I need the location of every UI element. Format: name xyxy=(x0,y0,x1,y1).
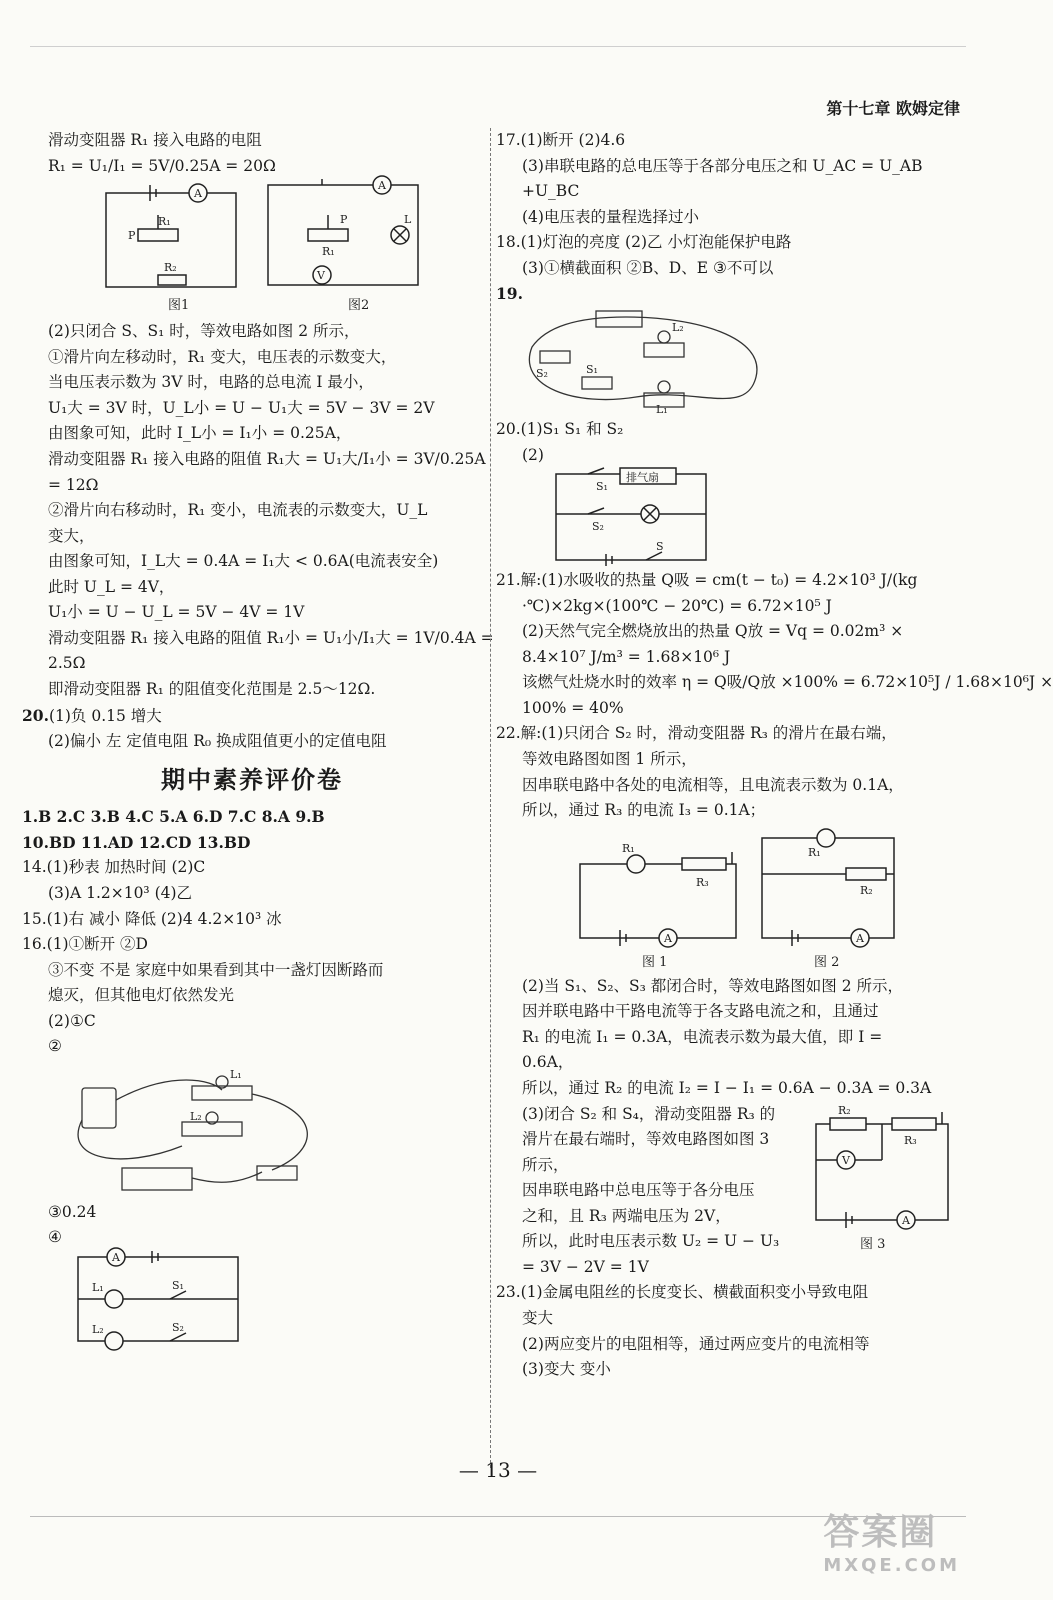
svg-text:S₁: S₁ xyxy=(172,1279,184,1293)
answer-line: (2)天然气完全燃烧放出的热量 Q放 = Vq = 0.02m³ × xyxy=(522,622,904,641)
circuit-figures-1-2 xyxy=(22,179,462,319)
text-line: 变大， xyxy=(48,526,95,545)
answer-line: (3)变大 变小 xyxy=(522,1360,611,1379)
svg-text:S₂: S₂ xyxy=(536,366,548,380)
answer-line: R₁ 的电流 I₁ = 0.3A，电流表示数为最大值，即 I = xyxy=(522,1027,883,1046)
circuit-diagram-q16-4 xyxy=(22,1251,462,1347)
svg-text:L₁: L₁ xyxy=(656,402,668,416)
text-line: 滑动变阻器 R₁ 接入电路的电阻 xyxy=(48,131,262,149)
text-line: 当电压表示数为 3V 时，电路的总电流 I 最小， xyxy=(48,373,374,392)
answer-line: 0.6A， xyxy=(522,1053,574,1072)
circuit-photo-q19 xyxy=(496,307,966,417)
text-line: ②滑片向右移动时，R₁ 变小，电流表的示数变大，U_L xyxy=(48,501,428,520)
svg-text:P: P xyxy=(340,213,348,227)
svg-text:R₃: R₃ xyxy=(696,875,709,889)
answer-line: 22.解:(1)只闭合 S₂ 时，滑动变阻器 R₃ 的滑片在最右端， xyxy=(496,724,897,743)
text-line: 此时 U_L = 4V， xyxy=(48,577,175,596)
text-line: 由图象可知，I_L大 = 0.4A = I₁大 < 0.6A(电流表安全) xyxy=(48,552,439,571)
answer-line: 8.4×10⁷ J/m³ = 1.68×10⁶ J xyxy=(522,647,731,666)
answer-line: 21.解:(1)水吸收的热量 Q吸 = cm(t − t₀) = 4.2×10³ J/(kg xyxy=(496,571,918,590)
svg-text:R₁: R₁ xyxy=(322,245,335,259)
text-line: U₁小 = U − U_L = 5V − 4V = 1V xyxy=(48,603,305,622)
svg-text:L₂: L₂ xyxy=(672,320,684,334)
answer-line: 所以，此时电压表示数 U₂ = U − U₃ xyxy=(522,1232,780,1251)
answer-line: ·℃)×2kg×(100℃ − 20℃) = 6.72×10⁵ J xyxy=(522,596,832,615)
answer-line: (3)A 1.2×10³ (4)乙 xyxy=(48,883,193,902)
svg-text:V: V xyxy=(842,1153,850,1167)
q22-part3 xyxy=(496,1102,966,1281)
svg-text:S₂: S₂ xyxy=(592,520,604,534)
svg-text:A: A xyxy=(194,187,202,201)
answer-line: 因并联电路中干路电流等于各支路电流之和，且通过 xyxy=(522,1002,879,1021)
watermark-main: 答案圈 xyxy=(823,1512,938,1553)
svg-text:R₂: R₂ xyxy=(838,1103,851,1117)
chapter-header: 第十七章 欧姆定律 xyxy=(826,99,960,118)
svg-text:A: A xyxy=(112,1251,120,1265)
answer-line: ④ xyxy=(48,1228,62,1247)
circuit-figures-q22 xyxy=(496,824,966,974)
answer-line: 所以，通过 R₃ 的电流 I₃ = 0.1A； xyxy=(522,801,766,820)
circuit-photo-q16 xyxy=(22,1060,462,1200)
text-line: 滑动变阻器 R₁ 接入电路的阻值 R₁小 = U₁小/I₁大 = 1V/0.4A = xyxy=(48,628,494,647)
text-line: (2)只闭合 S、S₁ 时，等效电路如图 2 所示， xyxy=(48,322,360,341)
circuit-figure-3 xyxy=(806,1102,956,1252)
answer-line: 1.B 2.C 3.B 4.C 5.A 6.D 7.C 8.A 9.B xyxy=(22,807,325,827)
answer-line: 滑片在最右端时，等效电路图如图 3 xyxy=(522,1130,770,1149)
answer-line: 16.(1)①断开 ②D xyxy=(22,935,148,954)
svg-text:A: A xyxy=(856,931,864,945)
svg-text:R₁: R₁ xyxy=(808,845,821,859)
answer-line: 之和，且 R₃ 两端电压为 2V， xyxy=(522,1206,731,1225)
svg-text:S₁: S₁ xyxy=(596,480,608,494)
fig2-label: 图2 xyxy=(348,298,370,314)
watermark-sub: MXQE.COM xyxy=(823,1555,960,1576)
svg-text:A: A xyxy=(378,179,386,193)
svg-text:L₁: L₁ xyxy=(230,1067,242,1081)
watermark-logo xyxy=(823,1504,960,1576)
answer-line: (2)两应变片的电阻相等，通过两应变片的电流相等 xyxy=(522,1334,870,1353)
answer-line: (2)当 S₁、S₂、S₃ 都闭合时，等效电路图如图 2 所示， xyxy=(522,976,904,995)
text-line: ①滑片向左移动时，R₁ 变大，电压表的示数变大， xyxy=(48,347,397,366)
svg-text:A: A xyxy=(902,1213,910,1227)
svg-text:R₁: R₁ xyxy=(158,215,171,229)
answer-line: (3)串联电路的总电压等于各部分电压之和 U_AC = U_AB xyxy=(522,156,923,175)
page-number: — 13 — xyxy=(458,1458,538,1482)
answer-line: 所示， xyxy=(522,1155,569,1174)
answer-line: (2)①C xyxy=(48,1011,96,1030)
answer-line: 因串联电路中总电压等于各分电压 xyxy=(522,1181,755,1200)
svg-text:P: P xyxy=(128,229,136,243)
svg-text:R₂: R₂ xyxy=(164,261,177,275)
answer-line: (2) xyxy=(522,445,544,464)
text-line: = 12Ω xyxy=(48,475,99,494)
answer-line: 20.(1)S₁ S₁ 和 S₂ xyxy=(496,419,624,438)
answer-line: 14.(1)秒表 加热时间 (2)C xyxy=(22,858,206,877)
svg-text:S₁: S₁ xyxy=(586,362,598,376)
fig1-label: 图1 xyxy=(168,298,190,314)
text-line: 即滑动变阻器 R₁ 的阻值变化范围是 2.5～12Ω. xyxy=(48,680,376,698)
text-line: 2.5Ω xyxy=(48,654,86,673)
answer-line: 15.(1)右 减小 降低 (2)4 4.2×10³ 冰 xyxy=(22,909,282,928)
answer-line: 10.BD 11.AD 12.CD 13.BD xyxy=(22,832,251,852)
answer-line: 该燃气灶烧水时的效率 η = Q吸/Q放 ×100% = 6.72×10⁵J / 1.68×10⁶J × xyxy=(522,673,1053,692)
answer-line: (3)①横截面积 ②B、D、E ③不可以 xyxy=(522,258,774,277)
svg-text:L₂: L₂ xyxy=(92,1323,104,1337)
circuit-diagram-q20 xyxy=(496,468,966,568)
answer-text: (2)偏小 左 定值电阻 R₀ 换成阻值更小的定值电阻 xyxy=(48,732,387,751)
text-line: 滑动变阻器 R₁ 接入电路的阻值 R₁大 = U₁大/I₁小 = 3V/0.25A xyxy=(48,449,486,468)
answer-line: 17.(1)断开 (2)4.6 xyxy=(496,131,626,149)
question-number: 19. xyxy=(496,284,523,304)
answer-line: 所以，通过 R₂ 的电流 I₂ = I − I₁ = 0.6A − 0.3A = 0.3A xyxy=(522,1078,932,1097)
section-title: 期中素养评价卷 xyxy=(161,765,343,794)
answer-line: 变大 xyxy=(522,1309,554,1327)
svg-text:L: L xyxy=(404,213,412,227)
svg-text:L₂: L₂ xyxy=(190,1109,202,1123)
answer-line: ② xyxy=(48,1037,62,1056)
answer-line: +U_BC xyxy=(522,182,580,201)
svg-text:S₂: S₂ xyxy=(172,1321,184,1335)
fig2-label-q22: 图 2 xyxy=(814,954,840,970)
question-number: 20. xyxy=(22,705,49,725)
svg-text:S: S xyxy=(656,540,664,554)
svg-text:R₃: R₃ xyxy=(904,1133,917,1147)
fig1-label-q22: 图 1 xyxy=(642,954,668,970)
fan-label: 排气扇 xyxy=(626,471,659,485)
svg-text:R₂: R₂ xyxy=(860,883,873,897)
answer-line: ③0.24 xyxy=(48,1202,97,1221)
column-divider xyxy=(490,128,491,1468)
answer-line: 100% = 40% xyxy=(522,698,624,717)
svg-text:V: V xyxy=(317,269,325,283)
answer-line: 23.(1)金属电阻丝的长度变长、横截面积变小导致电阻 xyxy=(496,1283,869,1302)
svg-text:A: A xyxy=(664,931,672,945)
answer-line: 熄灭，但其他电灯依然发光 xyxy=(48,986,235,1005)
answer-line: (3)闭合 S₂ 和 S₄，滑动变阻器 R₃ 的 xyxy=(522,1104,776,1123)
right-column xyxy=(496,128,1053,1383)
answer-line: (4)电压表的量程选择过小 xyxy=(522,207,699,226)
answer-line: = 3V − 2V = 1V xyxy=(522,1257,649,1276)
text-line: 由图象可知，此时 I_L小 = I₁小 = 0.25A， xyxy=(48,424,352,443)
answer-line: 等效电路图如图 1 所示， xyxy=(522,750,697,768)
svg-text:R₁: R₁ xyxy=(622,841,635,855)
text-line: U₁大 = 3V 时，U_L小 = U − U₁大 = 5V − 3V = 2V xyxy=(48,398,435,417)
answer-line: 18.(1)灯泡的亮度 (2)乙 小灯泡能保护电路 xyxy=(496,233,792,252)
header-rule xyxy=(30,46,966,47)
fig3-label: 图 3 xyxy=(860,1236,886,1252)
formula-line: R₁ = U₁/I₁ = 5V/0.25A = 20Ω xyxy=(48,156,276,175)
left-column xyxy=(22,128,494,1347)
answer-line: 因串联电路中各处的电流相等，且电流表示数为 0.1A， xyxy=(522,775,904,794)
answer-line: ③不变 不是 家庭中如果看到其中一盏灯因断路而 xyxy=(48,960,384,979)
svg-text:L₁: L₁ xyxy=(92,1281,104,1295)
answer-text: (1)负 0.15 增大 xyxy=(48,706,162,725)
